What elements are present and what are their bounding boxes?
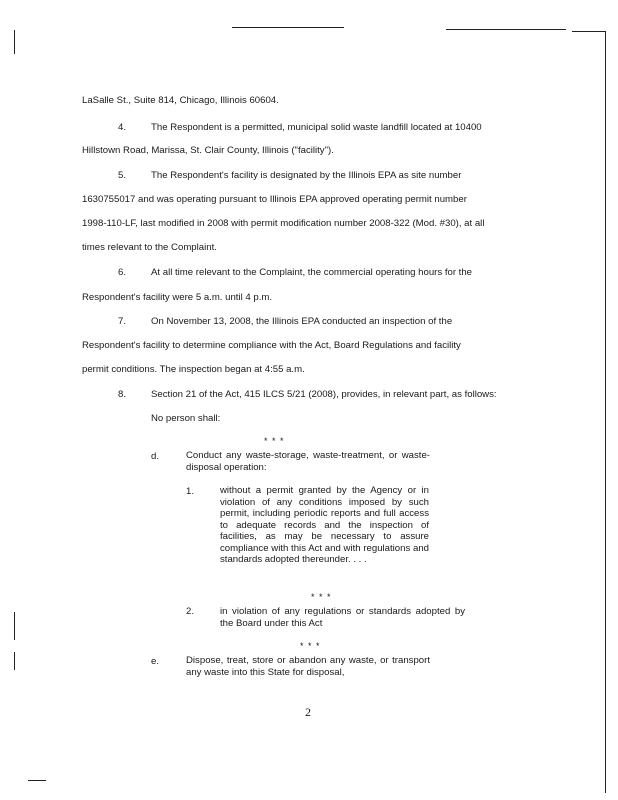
paragraph-6-number: 6. — [118, 267, 127, 278]
paragraph-5-line-3: 1998-110-LF, last modified in 2008 with permit modification number 2008-322 (Mod. #30), at all — [82, 218, 485, 229]
item-1-text: without a permit granted by the Agency or in violation of any conditions imposed by such permit, including periodic reports and full access to adequate records and the inspection of facilities, as may be necessary to assure compliance with this Act and with regulations and standards adopted thereunder. . . . — [220, 485, 429, 565]
paragraph-5-line-1: The Respondent's facility is designated by the Illinois EPA as site number — [151, 170, 462, 181]
scan-top-corner — [572, 31, 606, 32]
paragraph-6-line-2: Respondent's facility were 5 a.m. until 4 p.m. — [82, 292, 273, 303]
subsection-e-text: Dispose, treat, store or abandon any waste, or transport any waste into this State for disposal, — [186, 655, 430, 678]
paragraph-7-line-1: On November 13, 2008, the Illinois EPA conducted an inspection of the — [151, 316, 453, 327]
paragraph-8-line-1: Section 21 of the Act, 415 ILCS 5/21 (2008), provides, in relevant part, as follows: — [151, 389, 497, 400]
scan-left-mark-2 — [14, 612, 15, 640]
paragraph-5-line-4: times relevant to the Complaint. — [82, 242, 217, 253]
ellipsis-marker-1: * * * — [264, 436, 285, 446]
paragraph-4-number: 4. — [118, 122, 127, 133]
paragraph-3-tail: LaSalle St., Suite 814, Chicago, Illinois 60604. — [82, 95, 279, 106]
ellipsis-marker-3: * * * — [300, 641, 321, 651]
scan-left-mark-1 — [14, 30, 15, 54]
item-2-number: 2. — [186, 606, 195, 617]
item-1-number: 1. — [186, 486, 195, 497]
paragraph-4-line-2: Hillstown Road, Marissa, St. Clair County, Illinois ("facility"). — [82, 145, 334, 156]
scan-top-line-left — [232, 27, 344, 28]
paragraph-7-line-2: Respondent's facility to determine compliance with the Act, Board Regulations and facility — [82, 340, 461, 351]
paragraph-6-line-1: At all time relevant to the Complaint, the commercial operating hours for the — [151, 267, 473, 278]
page-number: 2 — [305, 705, 311, 719]
subsection-d-text: Conduct any waste-storage, waste-treatment, or waste-disposal operation: — [186, 450, 430, 473]
scan-right-border — [605, 31, 606, 793]
paragraph-5-line-2: 1630755017 and was operating pursuant to Illinois EPA approved operating permit number — [82, 194, 467, 205]
subsection-d-letter: d. — [151, 451, 160, 462]
subsection-e-letter: e. — [151, 656, 160, 667]
paragraph-7-line-3: permit conditions. The inspection began at 4:55 a.m. — [82, 364, 305, 375]
scan-left-mark-3 — [14, 652, 15, 670]
scan-bottom-left-mark — [28, 780, 46, 781]
ellipsis-marker-2: * * * — [311, 592, 332, 602]
paragraph-8-number: 8. — [118, 389, 127, 400]
scan-top-line-right — [446, 29, 566, 30]
item-2-text: in violation of any regulations or standards adopted by the Board under this Act — [220, 606, 465, 629]
paragraph-8-intro: No person shall: — [151, 413, 221, 424]
paragraph-5-number: 5. — [118, 170, 127, 181]
paragraph-7-number: 7. — [118, 316, 127, 327]
paragraph-4-line-1: The Respondent is a permitted, municipal solid waste landfill located at 10400 — [151, 122, 482, 133]
